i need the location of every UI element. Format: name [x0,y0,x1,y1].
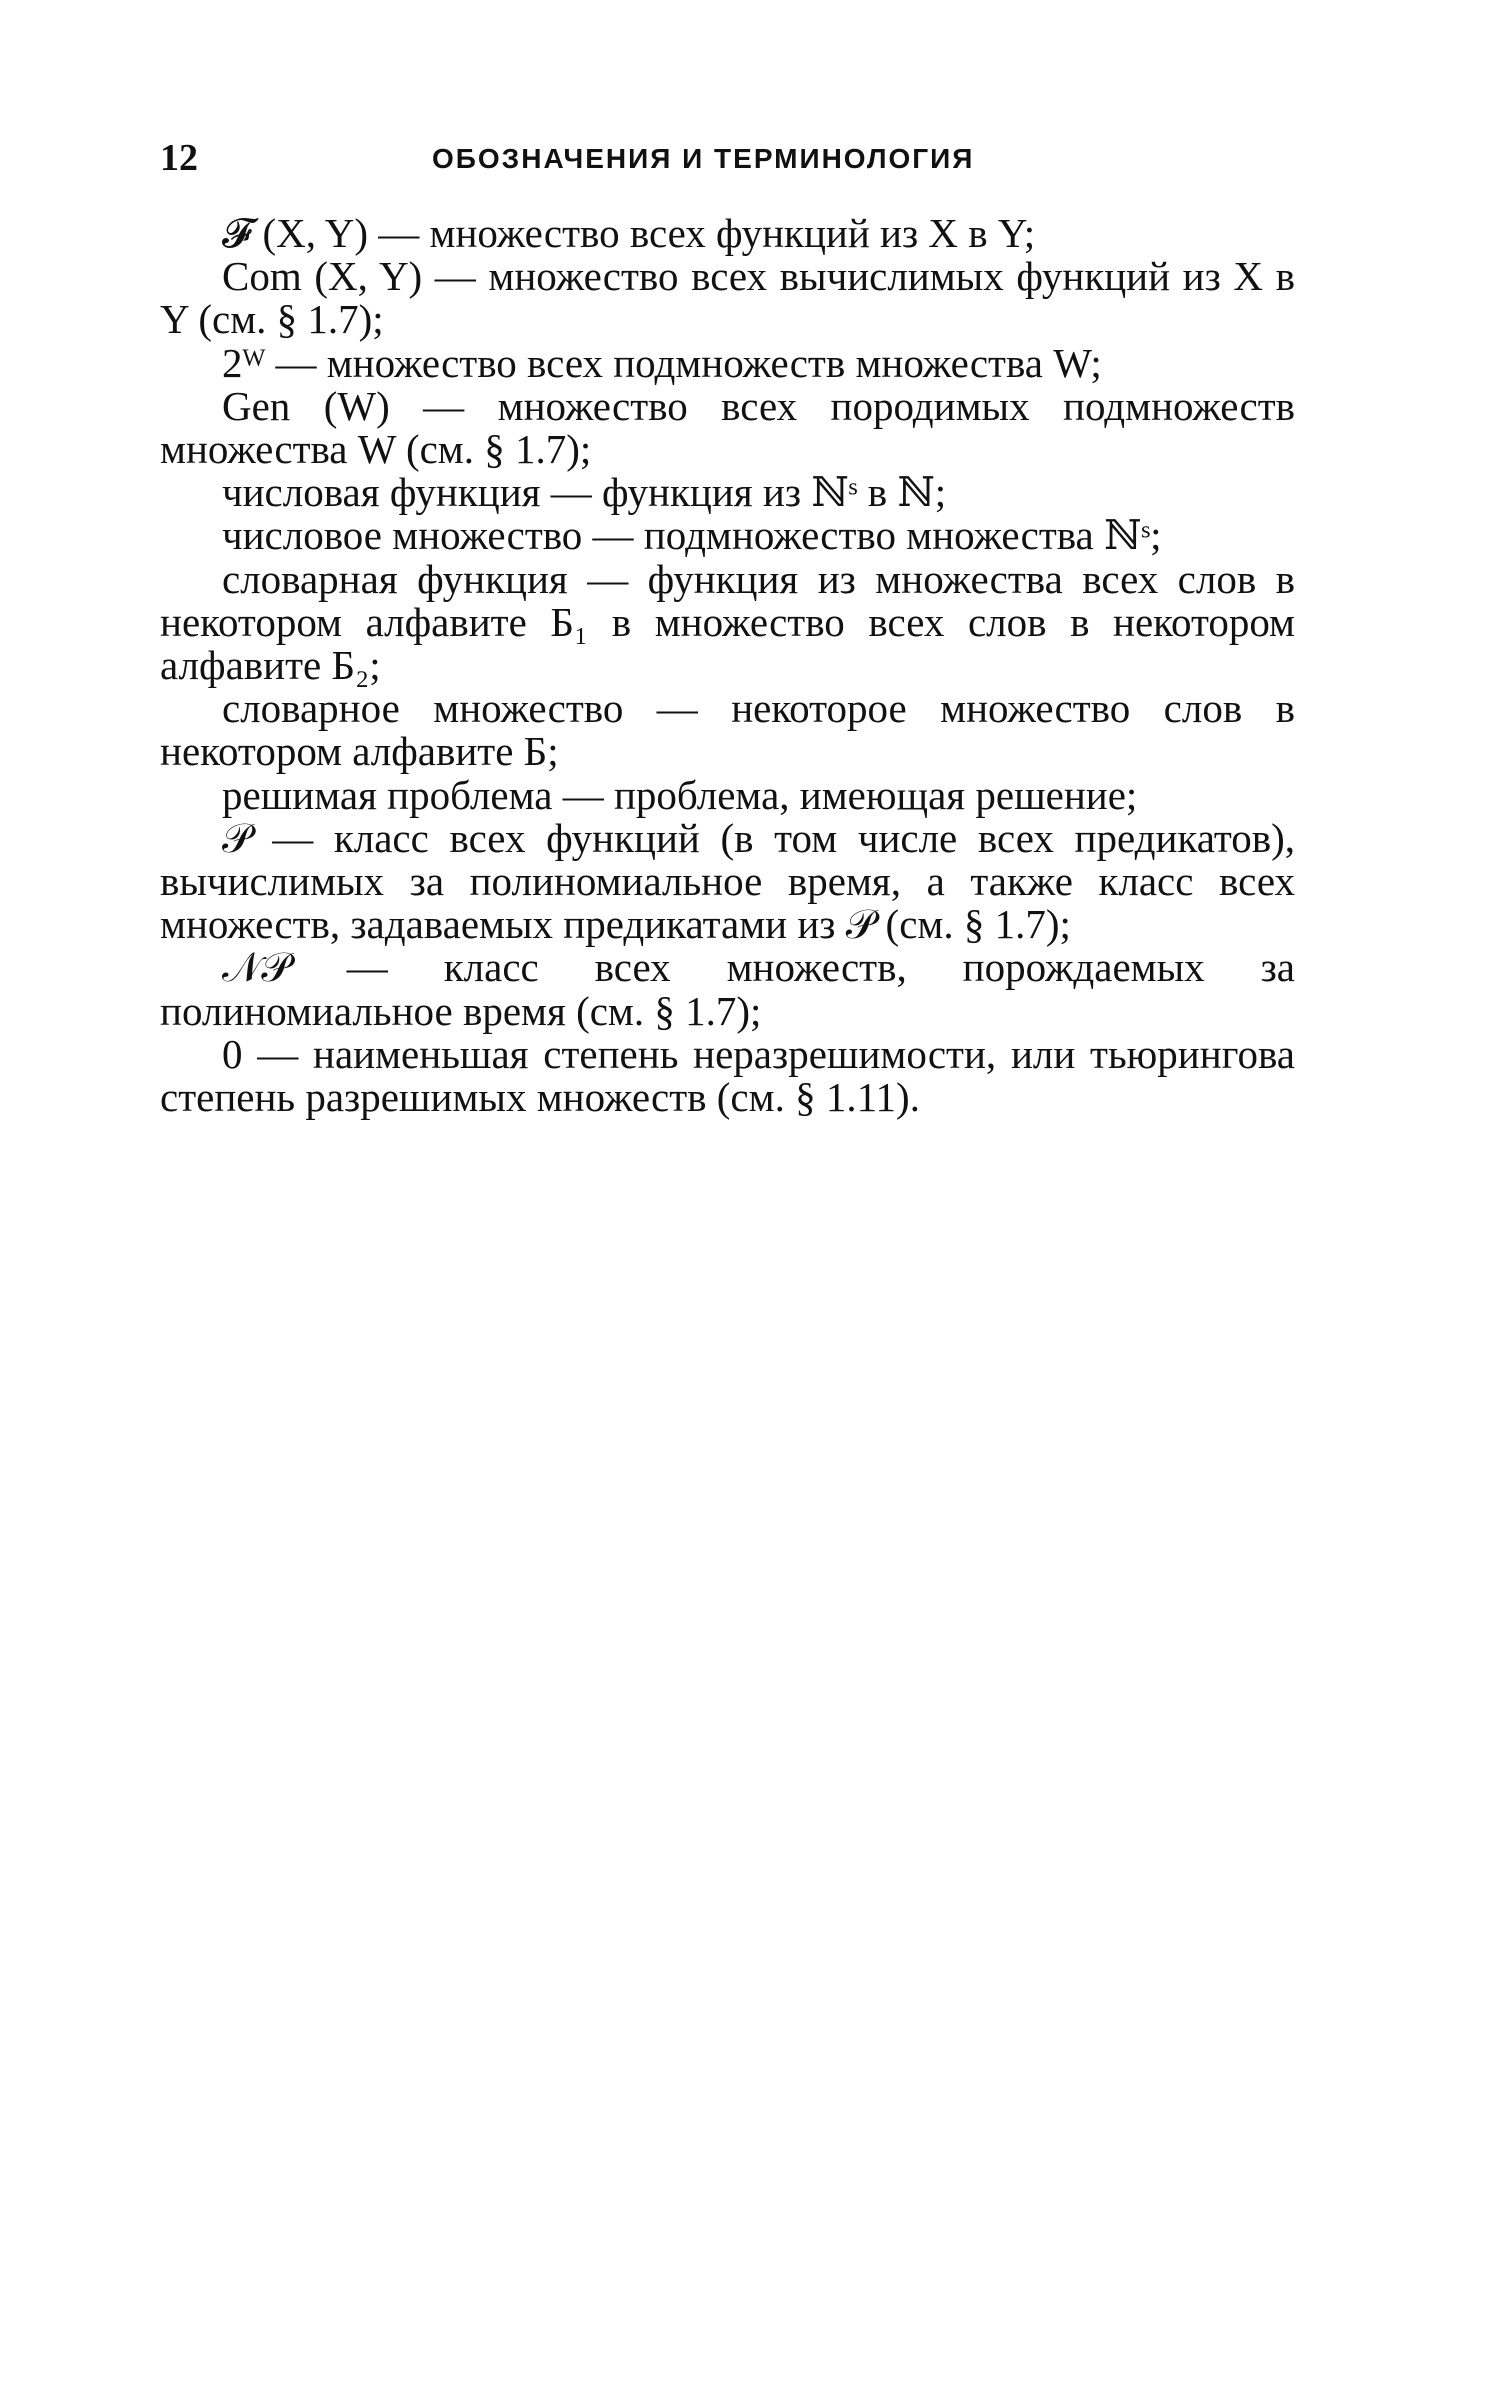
notation-entry-computable-functions: Com (X, Y) — множество всех вычислимых функций из X в Y (см. § 1.7); [160,253,1295,343]
notation-entry-word-function: словарная функция — функция из множества всех слов в некотором алфавите Б₁ в множество всех слов в некотором алфавите Б₂; [160,555,1295,689]
notation-entry-numeric-function: числовая функция — функция из ℕˢ в ℕ; [222,469,947,516]
notation-entry-numeric-set: числовое множество — подмножество множества ℕˢ; [222,512,1162,559]
notation-entry-word-set: словарное множество — некоторое множество слов в некотором алфавите Б; [160,685,1295,775]
running-title: ОБОЗНАЧЕНИЯ И ТЕРМИНОЛОГИЯ [432,143,975,174]
notation-entry-functions: 𝓕 (X, Y) — множество всех функций из X в Y; [222,210,1036,256]
notation-entry-class-p: 𝒫 — класс всех функций (в том числе всех предикатов), вычислимых за полиномиальное время, а также класс всех множеств, задаваемых предикатами из 𝒫 (см. § 1.7); [160,814,1295,948]
notation-entry-solvable-problem: решимая проблема — проблема, имеющая решение; [222,771,1138,818]
notation-entry-class-np: 𝒩𝒫 — класс всех множеств, порождаемых за полиномиальное время (см. § 1.7); [160,944,1295,1034]
notation-entry-zero-degree: 0 — наименьшая степень неразрешимости, или тьюрингова степень разрешимых множеств (см. § 1.11). [160,1030,1295,1121]
page-number: 12 [160,137,198,179]
notation-list [160,212,1295,1119]
notation-entry-generable-subsets: Gen (W) — множество всех породимых подмножеств множества W (см. § 1.7); [160,382,1295,473]
notation-entry-power-set: 2ᵂ — множество всех подмножеств множества W; [222,339,1102,386]
